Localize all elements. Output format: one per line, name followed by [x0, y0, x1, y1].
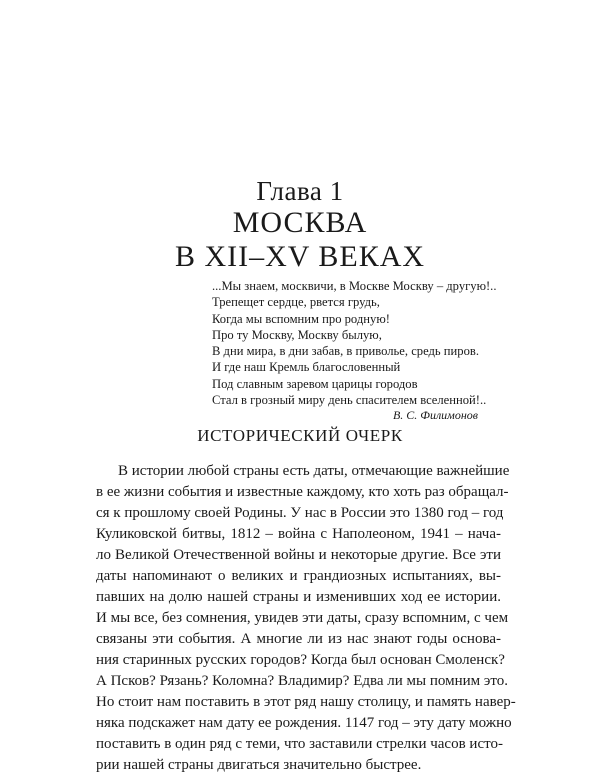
- paragraph-line: связаны эти события. А многие ли из нас знают годы основа-: [96, 631, 501, 647]
- epigraph-line: Про ту Москву, Москву былую,: [212, 327, 382, 342]
- paragraph-line: Но стоит нам поставить в этот ряд нашу столицу, и память навер-: [96, 694, 516, 710]
- paragraph-line: Куликовской битвы, 1812 – война с Наполеоном, 1941 – нача-: [96, 526, 501, 542]
- paragraph-line: И мы все, без сомнения, увидев эти даты, сразу вспомним, с чем: [96, 610, 509, 626]
- epigraph-line: Под славным заревом царицы городов: [212, 376, 418, 391]
- chapter-label: Глава 1: [256, 176, 344, 206]
- paragraph-line: рии нашей страны двигаться значительно быстрее.: [96, 757, 422, 773]
- chapter-title: [0, 206, 600, 274]
- epigraph-line: Когда мы вспомним про родную!: [212, 311, 390, 326]
- paragraph-line: ния старинных русских городов? Когда был основан Смоленск?: [96, 652, 505, 668]
- paragraph-line: даты напоминают о великих и грандиозных испытаниях, вы-: [96, 568, 501, 584]
- paragraph-line: павших на долю нашей страны и изменивших ход ее истории.: [96, 589, 501, 605]
- chapter-title-line: МОСКВА: [232, 206, 368, 239]
- epigraph-line: ...Мы знаем, москвичи, в Москве Москву – другую!..: [212, 279, 497, 293]
- epigraph: [212, 278, 502, 408]
- chapter-title-line: В XII–XV ВЕКАХ: [174, 240, 426, 273]
- paragraph-line: А Псков? Рязань? Коломна? Владимир? Едва ли мы помним это.: [96, 673, 508, 689]
- epigraph-author: В. С. Филимонов: [392, 408, 478, 422]
- paragraph-line: няка подскажет нам дату ее рождения. 1147 год – эту дату можно: [96, 715, 512, 731]
- paragraph-line: ся к прошлому своей Родины. У нас в России это 1380 год – год: [96, 505, 504, 521]
- epigraph-line: Стал в грозный миру день спасителем вселенной!..: [212, 393, 487, 408]
- epigraph-line: В дни мира, в дни забав, в приволье, средь пиров.: [212, 344, 479, 359]
- epigraph-line: И где наш Кремль благословенный: [212, 360, 401, 375]
- paragraph-line: поставить в один ряд с теми, что заставили стрелки часов исто-: [96, 736, 503, 752]
- section-heading: ИСТОРИЧЕСКИЙ ОЧЕРК: [197, 426, 403, 445]
- paragraph-line: в ее жизни события и известные каждому, кто хоть раз обращал-: [96, 484, 509, 500]
- paragraph-line: В истории любой страны есть даты, отмечающие важнейшие: [118, 463, 510, 479]
- epigraph-line: Трепещет сердце, рвется грудь,: [212, 295, 380, 310]
- body-paragraph: [96, 461, 516, 776]
- paragraph-line: ло Великой Отечественной войны и некоторые другие. Все эти: [96, 547, 501, 563]
